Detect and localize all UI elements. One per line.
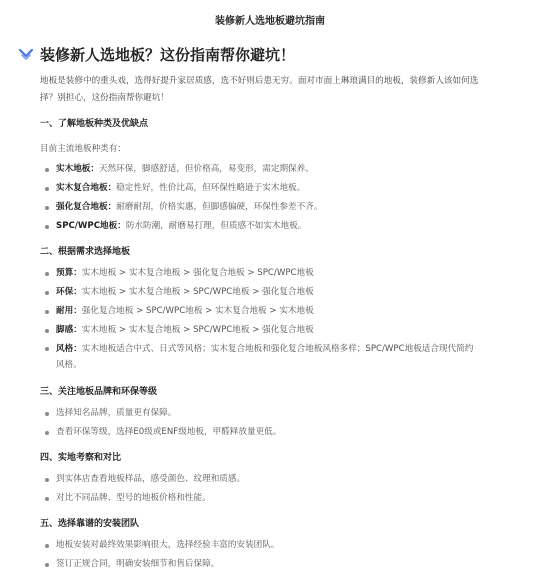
list-item: 选择知名品牌，质量更有保障。 [40,404,480,423]
brand-list [40,404,480,442]
section-title-compare: 四、实地考察和对比 [40,453,122,463]
heading-row [18,44,528,66]
list-item: 实木复合地板：稳定性好，性价比高，但环保性略逊于实木地板。 [40,179,480,198]
list-item: 签订正规合同，明确安装细节和售后保障。 [40,555,480,574]
needs-list [40,264,480,373]
list-item: 预算：实木地板 > 实木复合地板 > 强化复合地板 > SPC/WPC地板 [40,264,480,283]
list-item: 查看环保等级，选择E0级或ENF级地板，甲醛释放量更低。 [40,423,480,442]
list-item: SPC/WPC地板：防水防潮，耐磨易打理，但质感不如实木地板。 [40,217,480,236]
main-heading: 装修新人选地板？这份指南帮你避坑！ [40,46,296,64]
section-title-install: 五、选择靠谱的安装团队 [40,519,140,529]
list-item: 对比不同品牌、型号的地板价格和性能。 [40,489,480,508]
page-title: 装修新人选地板避坑指南 [215,16,325,27]
list-item: 地板安装对最终效果影响很大，选择经验丰富的安装团队。 [40,536,480,555]
list-item: 脚感：实木地板 > 实木复合地板 > SPC/WPC地板 > 强化复合地板 [40,321,480,340]
section-lead: 目前主流地板种类有： [40,144,126,154]
list-item: 实木地板：天然环保，脚感舒适，但价格高，易变形，需定期保养。 [40,160,480,179]
list-item: 强化复合地板：耐磨耐刮，价格实惠，但脚感偏硬，环保性参差不齐。 [40,198,480,217]
list-item: 耐用：强化复合地板 > SPC/WPC地板 > 实木复合地板 > 实木地板 [40,302,480,321]
list-item: 风格：实木地板适合中式、日式等风格；实木复合地板和强化复合地板风格多样；SPC/WPC地板适合现代简约风格。 [40,340,480,373]
list-item: 环保：实木地板 > 实木复合地板 > SPC/WPC地板 > 强化复合地板 [40,283,480,302]
floor-types-list [40,160,480,236]
sparkle-chat-icon [18,47,34,61]
section-title-types: 一、了解地板种类及优缺点 [40,119,149,129]
list-item: 到实体店查看地板样品，感受颜色、纹理和质感。 [40,470,480,489]
compare-list [40,470,480,508]
intro-paragraph: 地板是装修中的重头戏，选得好提升家居质感，选不好则后患无穷。面对市面上琳琅满目的地板，装修新人该如何选择？别担心，这份指南帮你避坑！ [40,76,479,103]
section-title-brand: 三、关注地板品牌和环保等级 [40,387,158,397]
install-list [40,536,480,574]
section-title-needs: 二、根据需求选择地板 [40,247,131,257]
